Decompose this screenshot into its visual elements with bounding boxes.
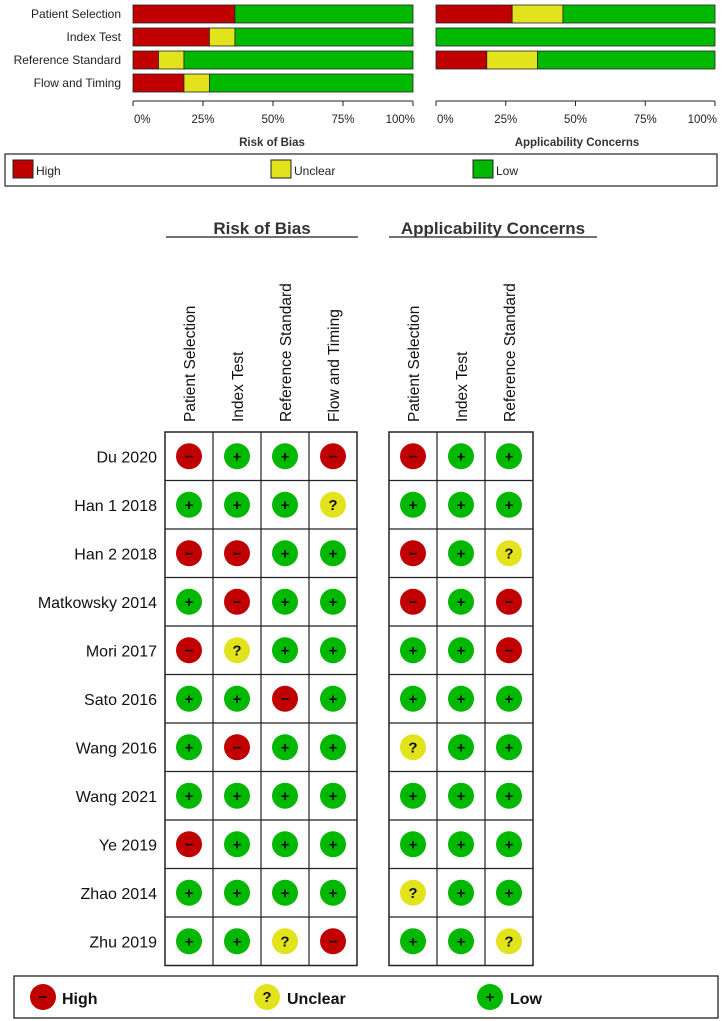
app-cell-zhu-2019-index-test-symbol: + bbox=[456, 933, 466, 951]
rob-cell-han-1-2018-flow-and-timing bbox=[320, 492, 346, 518]
rob-cell-matkowsky-2014-flow-and-timing bbox=[320, 589, 346, 615]
legend-high-icon bbox=[30, 984, 56, 1010]
rob-cell-han-2-2018-flow-and-timing-symbol: + bbox=[328, 545, 338, 563]
rob-cell-sato-2016-patient-selection-symbol: + bbox=[184, 690, 194, 708]
rob-cell-wang-2016-flow-and-timing-symbol: + bbox=[328, 739, 338, 757]
legend-unclear-label: Unclear bbox=[294, 164, 336, 178]
rob-cell-matkowsky-2014-index-test bbox=[224, 589, 250, 615]
rob-cell-wang-2021-index-test bbox=[224, 783, 250, 809]
app-cell-mori-2017-index-test-symbol: + bbox=[456, 642, 466, 660]
rob-cell-zhao-2014-flow-and-timing-symbol: + bbox=[328, 884, 338, 902]
legend-unclear-icon bbox=[254, 984, 280, 1010]
study-label-ye-2019: Ye 2019 bbox=[98, 837, 157, 855]
app-cell-matkowsky-2014-index-test bbox=[448, 589, 474, 615]
app-cell-du-2020-index-test bbox=[448, 443, 474, 469]
rob-cell-han-1-2018-index-test-symbol: + bbox=[232, 496, 242, 514]
rob-cell-han-1-2018-index-test bbox=[224, 492, 250, 518]
app-cell-mori-2017-patient-selection-symbol: + bbox=[408, 642, 418, 660]
rob-cell-sato-2016-flow-and-timing-symbol: + bbox=[328, 690, 338, 708]
legend-unclear-text: Unclear bbox=[287, 991, 346, 1008]
app-cell-zhao-2014-index-test-symbol: + bbox=[456, 884, 466, 902]
rob-cell-han-1-2018-patient-selection bbox=[176, 492, 202, 518]
rob-cell-zhu-2019-patient-selection bbox=[176, 928, 202, 954]
rob-cell-matkowsky-2014-patient-selection bbox=[176, 589, 202, 615]
rob-cell-wang-2016-index-test-symbol: − bbox=[232, 739, 242, 757]
rob-tick-label: 75% bbox=[331, 114, 355, 126]
app-cell-zhao-2014-index-test bbox=[448, 880, 474, 906]
app-cell-du-2020-index-test-symbol: + bbox=[456, 448, 466, 466]
applicability-bar-title: Applicability Concerns bbox=[514, 137, 640, 149]
legend-low-circle-symbol: + bbox=[485, 989, 495, 1006]
rob-cell-ye-2019-index-test bbox=[224, 831, 250, 857]
category-label-patient-selection: Patient Selection bbox=[30, 7, 121, 21]
rob-bar-index-test-unclear bbox=[209, 28, 234, 46]
rob-bar-flow-and-timing-high bbox=[133, 74, 184, 92]
app-cell-zhao-2014-reference-standard bbox=[496, 880, 522, 906]
rob-cell-han-1-2018-patient-selection-symbol: + bbox=[184, 496, 194, 514]
summary-grid bbox=[38, 283, 533, 965]
rob-cell-zhao-2014-flow-and-timing bbox=[320, 880, 346, 906]
rob-cell-zhu-2019-reference-standard-symbol: ? bbox=[280, 933, 290, 951]
rob-cell-ye-2019-reference-standard bbox=[272, 831, 298, 857]
rob-bar-patient-selection-high bbox=[133, 5, 235, 23]
rob-cell-han-2-2018-index-test bbox=[224, 540, 250, 566]
rob-cell-wang-2021-flow-and-timing-symbol: + bbox=[328, 787, 338, 805]
rob-cell-ye-2019-patient-selection-symbol: − bbox=[184, 836, 194, 854]
rob-cell-han-1-2018-flow-and-timing-symbol: ? bbox=[328, 496, 338, 514]
rob-cell-zhao-2014-patient-selection bbox=[176, 880, 202, 906]
rob-column-header-patient-selection: Patient Selection bbox=[182, 305, 199, 422]
category-label-reference-standard: Reference Standard bbox=[13, 53, 121, 67]
app-cell-han-1-2018-reference-standard-symbol: + bbox=[504, 496, 514, 514]
rob-cell-han-2-2018-index-test-symbol: − bbox=[232, 545, 242, 563]
legend-high-circle bbox=[30, 984, 56, 1010]
app-cell-ye-2019-patient-selection-symbol: + bbox=[408, 836, 418, 854]
app-column-header-patient-selection: Patient Selection bbox=[406, 305, 423, 422]
rob-cell-wang-2021-patient-selection bbox=[176, 783, 202, 809]
app-bar-reference-standard-high bbox=[436, 51, 487, 69]
rob-bar-flow-and-timing-low bbox=[209, 74, 413, 92]
rob-cell-du-2020-patient-selection-symbol: − bbox=[184, 448, 194, 466]
rob-column-header-reference-standard: Reference Standard bbox=[278, 283, 295, 422]
bar-legend-box bbox=[5, 154, 717, 186]
rob-tick-label: 0% bbox=[134, 114, 151, 126]
rob-cell-du-2020-reference-standard-symbol: + bbox=[280, 448, 290, 466]
rob-cell-sato-2016-index-test-symbol: + bbox=[232, 690, 242, 708]
app-cell-wang-2016-reference-standard-symbol: + bbox=[504, 739, 514, 757]
rob-cell-zhao-2014-reference-standard-symbol: + bbox=[280, 884, 290, 902]
app-tick-label: 100% bbox=[687, 114, 717, 126]
app-tick-label: 0% bbox=[437, 114, 454, 126]
app-cell-ye-2019-patient-selection bbox=[400, 831, 426, 857]
study-label-zhu-2019: Zhu 2019 bbox=[89, 934, 157, 952]
app-cell-zhao-2014-patient-selection-symbol: ? bbox=[408, 884, 418, 902]
app-cell-matkowsky-2014-reference-standard bbox=[496, 589, 522, 615]
app-cell-han-1-2018-patient-selection bbox=[400, 492, 426, 518]
app-bar-index-test-low bbox=[436, 28, 715, 46]
rob-cell-sato-2016-reference-standard-symbol: − bbox=[280, 690, 290, 708]
app-cell-zhu-2019-reference-standard-symbol: ? bbox=[504, 933, 514, 951]
app-tick-label: 50% bbox=[563, 114, 588, 126]
app-bar-patient-selection-low bbox=[563, 5, 715, 23]
legend-unclear-swatch bbox=[271, 160, 291, 178]
rob-cell-mori-2017-reference-standard-symbol: + bbox=[280, 642, 290, 660]
app-cell-mori-2017-patient-selection bbox=[400, 637, 426, 663]
app-cell-han-2-2018-patient-selection-symbol: − bbox=[408, 545, 418, 563]
app-tick-label: 25% bbox=[494, 114, 518, 126]
rob-cell-mori-2017-index-test-symbol: ? bbox=[232, 642, 242, 660]
app-cell-ye-2019-index-test bbox=[448, 831, 474, 857]
rob-cell-mori-2017-flow-and-timing bbox=[320, 637, 346, 663]
app-cell-han-1-2018-index-test bbox=[448, 492, 474, 518]
app-cell-zhu-2019-patient-selection-symbol: + bbox=[408, 933, 418, 951]
rob-cell-du-2020-index-test bbox=[224, 443, 250, 469]
app-cell-han-1-2018-index-test-symbol: + bbox=[456, 496, 466, 514]
risk-of-bias-group-title: Risk of Bias bbox=[213, 219, 311, 238]
app-cell-zhu-2019-reference-standard bbox=[496, 928, 522, 954]
app-cell-sato-2016-patient-selection bbox=[400, 686, 426, 712]
rob-cell-sato-2016-index-test bbox=[224, 686, 250, 712]
app-cell-matkowsky-2014-patient-selection bbox=[400, 589, 426, 615]
rob-cell-ye-2019-reference-standard-symbol: + bbox=[280, 836, 290, 854]
rob-bar-reference-standard-high bbox=[133, 51, 158, 69]
legend-high-swatch bbox=[13, 160, 33, 178]
study-label-wang-2016: Wang 2016 bbox=[75, 740, 157, 758]
app-cell-wang-2021-index-test-symbol: + bbox=[456, 787, 466, 805]
rob-cell-han-2-2018-reference-standard-symbol: + bbox=[280, 545, 290, 563]
rob-cell-zhu-2019-patient-selection-symbol: + bbox=[184, 933, 194, 951]
rob-cell-wang-2021-flow-and-timing bbox=[320, 783, 346, 809]
rob-column-header-index-test: Index Test bbox=[230, 351, 247, 422]
rob-cell-matkowsky-2014-reference-standard bbox=[272, 589, 298, 615]
rob-cell-mori-2017-flow-and-timing-symbol: + bbox=[328, 642, 338, 660]
app-cell-wang-2021-patient-selection bbox=[400, 783, 426, 809]
rob-cell-matkowsky-2014-reference-standard-symbol: + bbox=[280, 593, 290, 611]
applicability-bar-chart bbox=[436, 5, 717, 126]
study-label-zhao-2014: Zhao 2014 bbox=[80, 885, 157, 903]
app-cell-wang-2021-index-test bbox=[448, 783, 474, 809]
rob-cell-ye-2019-index-test-symbol: + bbox=[232, 836, 242, 854]
rob-tick-label: 100% bbox=[385, 114, 415, 126]
rob-cell-du-2020-reference-standard bbox=[272, 443, 298, 469]
app-cell-han-1-2018-patient-selection-symbol: + bbox=[408, 496, 418, 514]
rob-cell-zhao-2014-index-test-symbol: + bbox=[232, 884, 242, 902]
rob-cell-zhu-2019-index-test-symbol: + bbox=[232, 933, 242, 951]
app-cell-du-2020-patient-selection bbox=[400, 443, 426, 469]
app-column-header-index-test: Index Test bbox=[454, 351, 471, 422]
rob-cell-han-2-2018-patient-selection-symbol: − bbox=[184, 545, 194, 563]
study-label-han-1-2018: Han 1 2018 bbox=[74, 497, 157, 515]
app-cell-mori-2017-reference-standard-symbol: − bbox=[504, 642, 514, 660]
rob-cell-mori-2017-reference-standard bbox=[272, 637, 298, 663]
legend-low-circle bbox=[477, 984, 503, 1010]
app-bar-patient-selection-unclear bbox=[512, 5, 563, 23]
app-bar-reference-standard-unclear bbox=[487, 51, 538, 69]
rob-cell-zhu-2019-flow-and-timing-symbol: − bbox=[328, 933, 338, 951]
risk-of-bias-bar-title: Risk of Bias bbox=[239, 137, 305, 149]
app-cell-ye-2019-reference-standard bbox=[496, 831, 522, 857]
app-cell-du-2020-reference-standard-symbol: + bbox=[504, 448, 514, 466]
app-bar-patient-selection-high bbox=[436, 5, 512, 23]
rob-tick-label: 50% bbox=[261, 114, 285, 126]
rob-cell-du-2020-flow-and-timing bbox=[320, 443, 346, 469]
app-cell-zhao-2014-patient-selection bbox=[400, 880, 426, 906]
rob-cell-wang-2021-reference-standard-symbol: + bbox=[280, 787, 290, 805]
legend-low-label: Low bbox=[496, 164, 519, 178]
rob-cell-han-2-2018-patient-selection bbox=[176, 540, 202, 566]
study-label-han-2-2018: Han 2 2018 bbox=[74, 546, 157, 564]
app-cell-han-2-2018-reference-standard-symbol: ? bbox=[504, 545, 514, 563]
rob-cell-zhu-2019-reference-standard bbox=[272, 928, 298, 954]
summary-legend-box bbox=[14, 976, 718, 1018]
rob-cell-zhao-2014-reference-standard bbox=[272, 880, 298, 906]
app-cell-matkowsky-2014-index-test-symbol: + bbox=[456, 593, 466, 611]
rob-bar-index-test-low bbox=[235, 28, 413, 46]
risk-of-bias-bar-chart bbox=[14, 5, 415, 126]
app-column-header-reference-standard: Reference Standard bbox=[502, 283, 519, 422]
rob-cell-zhao-2014-patient-selection-symbol: + bbox=[184, 884, 194, 902]
rob-cell-zhao-2014-index-test bbox=[224, 880, 250, 906]
app-cell-zhao-2014-reference-standard-symbol: + bbox=[504, 884, 514, 902]
app-cell-sato-2016-reference-standard-symbol: + bbox=[504, 690, 514, 708]
rob-cell-mori-2017-patient-selection bbox=[176, 637, 202, 663]
rob-cell-du-2020-flow-and-timing-symbol: − bbox=[328, 448, 338, 466]
rob-cell-zhu-2019-flow-and-timing bbox=[320, 928, 346, 954]
legend-low-swatch bbox=[473, 160, 493, 178]
app-cell-wang-2021-patient-selection-symbol: + bbox=[408, 787, 418, 805]
app-cell-mori-2017-reference-standard bbox=[496, 637, 522, 663]
legend-high-circle-symbol: − bbox=[38, 989, 48, 1006]
app-cell-zhu-2019-index-test bbox=[448, 928, 474, 954]
app-cell-du-2020-reference-standard bbox=[496, 443, 522, 469]
rob-cell-mori-2017-patient-selection-symbol: − bbox=[184, 642, 194, 660]
rob-cell-wang-2016-reference-standard-symbol: + bbox=[280, 739, 290, 757]
rob-cell-zhu-2019-index-test bbox=[224, 928, 250, 954]
app-cell-sato-2016-index-test bbox=[448, 686, 474, 712]
app-cell-han-2-2018-patient-selection bbox=[400, 540, 426, 566]
legend-unclear-circle-symbol: ? bbox=[262, 989, 272, 1006]
rob-cell-wang-2021-reference-standard bbox=[272, 783, 298, 809]
app-cell-zhu-2019-patient-selection bbox=[400, 928, 426, 954]
app-tick-label: 75% bbox=[633, 114, 657, 126]
rob-bar-reference-standard-unclear bbox=[158, 51, 183, 69]
app-cell-wang-2016-index-test bbox=[448, 734, 474, 760]
study-label-du-2020: Du 2020 bbox=[96, 449, 157, 467]
bar-legend bbox=[5, 154, 717, 186]
rob-column-header-flow-and-timing: Flow and Timing bbox=[326, 309, 343, 422]
rob-cell-wang-2016-reference-standard bbox=[272, 734, 298, 760]
rob-cell-wang-2016-index-test bbox=[224, 734, 250, 760]
category-label-index-test: Index Test bbox=[66, 30, 121, 44]
study-label-wang-2021: Wang 2021 bbox=[75, 788, 157, 806]
app-cell-ye-2019-index-test-symbol: + bbox=[456, 836, 466, 854]
app-cell-han-2-2018-reference-standard bbox=[496, 540, 522, 566]
rob-cell-wang-2016-patient-selection bbox=[176, 734, 202, 760]
rob-cell-han-2-2018-flow-and-timing bbox=[320, 540, 346, 566]
app-cell-sato-2016-index-test-symbol: + bbox=[456, 690, 466, 708]
study-label-mori-2017: Mori 2017 bbox=[85, 643, 157, 661]
rob-bar-patient-selection-low bbox=[235, 5, 413, 23]
rob-cell-ye-2019-flow-and-timing-symbol: + bbox=[328, 836, 338, 854]
rob-cell-han-1-2018-reference-standard-symbol: + bbox=[280, 496, 290, 514]
rob-tick-label: 25% bbox=[191, 114, 215, 126]
legend-high-label: High bbox=[36, 164, 61, 178]
app-cell-wang-2021-reference-standard-symbol: + bbox=[504, 787, 514, 805]
rob-cell-matkowsky-2014-flow-and-timing-symbol: + bbox=[328, 593, 338, 611]
app-cell-sato-2016-reference-standard bbox=[496, 686, 522, 712]
rob-cell-ye-2019-flow-and-timing bbox=[320, 831, 346, 857]
rob-cell-wang-2016-flow-and-timing bbox=[320, 734, 346, 760]
app-cell-mori-2017-index-test bbox=[448, 637, 474, 663]
rob-bar-reference-standard-low bbox=[184, 51, 413, 69]
rob-cell-mori-2017-index-test bbox=[224, 637, 250, 663]
app-cell-du-2020-patient-selection-symbol: − bbox=[408, 448, 418, 466]
legend-high-text: High bbox=[62, 991, 98, 1008]
app-cell-ye-2019-reference-standard-symbol: + bbox=[504, 836, 514, 854]
legend-low-icon bbox=[477, 984, 503, 1010]
rob-cell-wang-2016-patient-selection-symbol: + bbox=[184, 739, 194, 757]
rob-cell-ye-2019-patient-selection bbox=[176, 831, 202, 857]
rob-cell-sato-2016-flow-and-timing bbox=[320, 686, 346, 712]
app-cell-wang-2016-reference-standard bbox=[496, 734, 522, 760]
category-label-flow-and-timing: Flow and Timing bbox=[33, 76, 121, 90]
study-label-sato-2016: Sato 2016 bbox=[84, 691, 157, 709]
app-cell-wang-2016-patient-selection bbox=[400, 734, 426, 760]
rob-bar-index-test-high bbox=[133, 28, 209, 46]
rob-cell-wang-2021-index-test-symbol: + bbox=[232, 787, 242, 805]
app-cell-wang-2021-reference-standard bbox=[496, 783, 522, 809]
app-cell-han-2-2018-index-test-symbol: + bbox=[456, 545, 466, 563]
applicability-group-title: Applicability Concerns bbox=[400, 219, 586, 238]
rob-cell-sato-2016-patient-selection bbox=[176, 686, 202, 712]
legend-unclear-circle bbox=[254, 984, 280, 1010]
app-cell-han-2-2018-index-test bbox=[448, 540, 474, 566]
rob-cell-wang-2021-patient-selection-symbol: + bbox=[184, 787, 194, 805]
rob-cell-han-1-2018-reference-standard bbox=[272, 492, 298, 518]
rob-cell-du-2020-index-test-symbol: + bbox=[232, 448, 242, 466]
legend-low-text: Low bbox=[510, 991, 542, 1008]
app-cell-han-1-2018-reference-standard bbox=[496, 492, 522, 518]
summary-legend bbox=[14, 976, 718, 1018]
rob-cell-sato-2016-reference-standard bbox=[272, 686, 298, 712]
rob-cell-du-2020-patient-selection bbox=[176, 443, 202, 469]
study-label-matkowsky-2014: Matkowsky 2014 bbox=[37, 594, 157, 612]
app-cell-matkowsky-2014-reference-standard-symbol: − bbox=[504, 593, 514, 611]
app-cell-wang-2016-patient-selection-symbol: ? bbox=[408, 739, 418, 757]
app-cell-sato-2016-patient-selection-symbol: + bbox=[408, 690, 418, 708]
rob-cell-matkowsky-2014-index-test-symbol: − bbox=[232, 593, 242, 611]
rob-cell-matkowsky-2014-patient-selection-symbol: + bbox=[184, 593, 194, 611]
rob-bar-flow-and-timing-unclear bbox=[184, 74, 209, 92]
app-cell-wang-2016-index-test-symbol: + bbox=[456, 739, 466, 757]
app-bar-reference-standard-low bbox=[538, 51, 715, 69]
app-cell-matkowsky-2014-patient-selection-symbol: − bbox=[408, 593, 418, 611]
rob-cell-han-2-2018-reference-standard bbox=[272, 540, 298, 566]
